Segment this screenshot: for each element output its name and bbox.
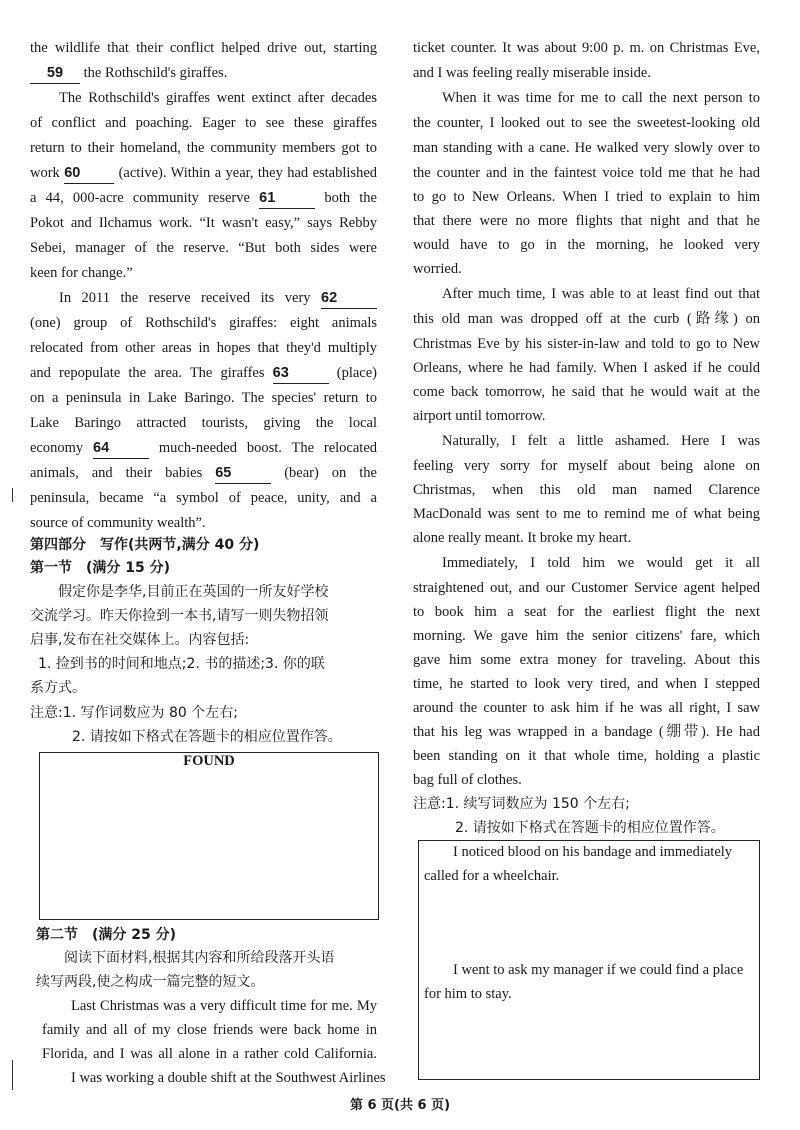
part4-heading: 第四部分 写作(共两节,满分 40 分)	[30, 537, 260, 553]
text-line: come back tomorrow, he said that he would wait at the	[413, 384, 760, 400]
text-line: around the counter to ask him if he was all right, I saw	[413, 700, 760, 716]
margin-mark	[12, 1060, 13, 1090]
section2-heading: 第二节 (满分 25 分)	[36, 927, 177, 943]
text-line: morning. We gave him the senior citizens' fare, which	[413, 628, 760, 644]
note-line: 2. 请按如下格式在答题卡的相应位置作答。	[455, 820, 725, 836]
text-line: MacDonald was sent to me to remind me of what being	[413, 506, 760, 522]
text-line: been standing on it that whole time, holding a plastic	[413, 748, 760, 764]
text-line: worried.	[413, 261, 462, 277]
prompt-line: 启事,发布在社交媒体上。内容包括:	[30, 632, 250, 648]
text-span: (active). Within a year, they had established	[118, 165, 377, 181]
text-line: source of community wealth”.	[30, 515, 206, 531]
text-line: that there were no more flights that night and that he	[413, 213, 760, 229]
prompt-line: 阅读下面材料,根据其内容和所给段落开头语	[64, 950, 335, 966]
text-line: (one) group of Rothschild's giraffes: eight animals	[30, 315, 377, 331]
text-line: would have to go in the morning, he looked very	[413, 237, 760, 253]
text-line: Orleans, where he had family. When I asked if he could	[413, 360, 760, 376]
text-line: When it was time for me to call the next person to	[442, 90, 760, 106]
text-line: After much time, I was able to at least find out that	[442, 286, 760, 302]
text-line	[30, 463, 377, 484]
page-footer: 第 6 页(共 6 页)	[349, 1098, 451, 1113]
box-opening-line: called for a wheelchair.	[424, 868, 560, 884]
text-span: (place)	[336, 365, 378, 381]
text-span: a 44, 000-acre community reserve	[30, 190, 250, 206]
text-span: and repopulate the area. The giraffes	[30, 365, 265, 381]
text-line: the counter and in the faintest voice told me that he had	[413, 165, 760, 181]
text-line: to go to New Orleans. When I tried to explain to him	[413, 189, 760, 205]
text-line	[30, 363, 377, 384]
text-line: Immediately, I told him we would get it all	[442, 555, 760, 571]
box-opening-line: for him to stay.	[424, 986, 512, 1002]
text-line: this old man was dropped off at the curb (路缘) on	[413, 311, 760, 327]
text-line: feeling very sorry for myself about being alone on	[413, 458, 760, 474]
blank-63: 63	[273, 363, 329, 384]
text-line: Naturally, I felt a little ashamed. Here I was	[442, 433, 760, 449]
text-line: peninsula, became “a symbol of peace, unity, and a	[30, 490, 377, 506]
text-line: that his leg was wrapped in a bandage (绷带). He had	[413, 724, 760, 740]
text-span: both the	[324, 190, 377, 206]
text-line: of conflict and poaching. Eager to see these giraffes	[30, 115, 377, 131]
blank-65: 65	[215, 463, 271, 484]
prompt-line: 假定你是李华,目前正在英国的一所友好学校	[58, 584, 329, 600]
text-line: keen for change.”	[30, 265, 133, 281]
text-line: bag full of clothes.	[413, 772, 522, 788]
text-line: straightened out, and our Customer Service agent helped	[413, 580, 760, 596]
text-line	[30, 163, 377, 184]
found-title: FOUND	[183, 753, 235, 769]
found-answer-box	[39, 752, 379, 920]
text-span: In 2011 the reserve received its very	[59, 290, 311, 306]
note-line: 2. 请按如下格式在答题卡的相应位置作答。	[72, 729, 342, 745]
text-line: and I was feeling really miserable inside.	[413, 65, 651, 81]
text-line: Christmas Eve by his sister-in-law and told to go to New	[413, 336, 760, 352]
text-line: Florida, and I was all alone in a rather cold California.	[42, 1046, 377, 1062]
text-line: ticket counter. It was about 9:00 p. m. on Christmas Eve,	[413, 40, 760, 56]
prompt-line: 系方式。	[30, 680, 86, 696]
blank-62: 62	[321, 288, 377, 309]
note-line: 注意:1. 写作词数应为 80 个左右;	[30, 705, 238, 721]
text-line: Lake Baringo attracted tourists, giving the local	[30, 415, 377, 431]
text-line	[30, 63, 377, 84]
note-line: 注意:1. 续写词数应为 150 个左右;	[413, 796, 630, 812]
blank-59: 59	[30, 63, 80, 84]
blank-60: 60	[64, 163, 114, 184]
text-line: Pokot and Ilchamus work. “It wasn't easy,” says Rebby	[30, 215, 377, 231]
text-span: animals, and their babies	[30, 465, 203, 481]
text-line: family and all of my close friends were back home in	[42, 1022, 377, 1038]
text-span: work	[30, 165, 60, 181]
text-line: to book him a seat for the earliest flight the next	[413, 604, 760, 620]
text-line: time, he started to look very tired, and when I stepped	[413, 676, 760, 692]
prompt-line: 交流学习。昨天你捡到一本书,请写一则失物招领	[30, 608, 329, 624]
text-line: Christmas, when this old man named Clarence	[413, 482, 760, 498]
section1-heading: 第一节 (满分 15 分)	[30, 560, 171, 576]
text-line	[30, 288, 377, 309]
prompt-line: 1. 捡到书的时间和地点;2. 书的描述;3. 你的联	[38, 656, 325, 672]
box-opening-line: I went to ask my manager if we could find a place	[453, 962, 744, 978]
text-line: return to their homeland, the community members got to	[30, 140, 377, 156]
text-line: the counter, I looked out to see the sweetest-looking old	[413, 115, 760, 131]
box-opening-line: I noticed blood on his bandage and immediately	[453, 844, 733, 860]
text-line	[30, 188, 377, 209]
text-line: relocated from other areas in hopes that they'd multiply	[30, 340, 377, 356]
text-line: Sebei, manager of the reserve. “But both sides were	[30, 240, 377, 256]
blank-64: 64	[93, 438, 149, 459]
prompt-line: 续写两段,使之构成一篇完整的短文。	[36, 974, 265, 990]
text-line: I was working a double shift at the Southwest Airlines	[71, 1070, 386, 1086]
blank-61: 61	[259, 188, 315, 209]
text-line: on a peninsula in Lake Baringo. The species' return to	[30, 390, 377, 406]
text-line: airport until tomorrow.	[413, 408, 546, 424]
text-line: man standing with a cane. He walked very slowly over to	[413, 140, 760, 156]
text-span: the Rothschild's giraffes.	[83, 65, 228, 81]
text-line: gave him some extra money for traveling. About this	[413, 652, 760, 668]
margin-mark	[12, 488, 13, 502]
text-span: (bear) on the	[284, 465, 377, 481]
text-line: alone really meant. It broke my heart.	[413, 530, 632, 546]
text-line	[30, 438, 377, 459]
text-span: economy	[30, 440, 84, 456]
text-line: Last Christmas was a very difficult time for me. My	[71, 998, 377, 1014]
text-line: The Rothschild's giraffes went extinct after decades	[59, 90, 377, 106]
text-span: much-needed boost. The relocated	[158, 440, 378, 456]
continuation-answer-box	[418, 840, 760, 1080]
text-line: the wildlife that their conflict helped drive out, starting	[30, 40, 377, 56]
